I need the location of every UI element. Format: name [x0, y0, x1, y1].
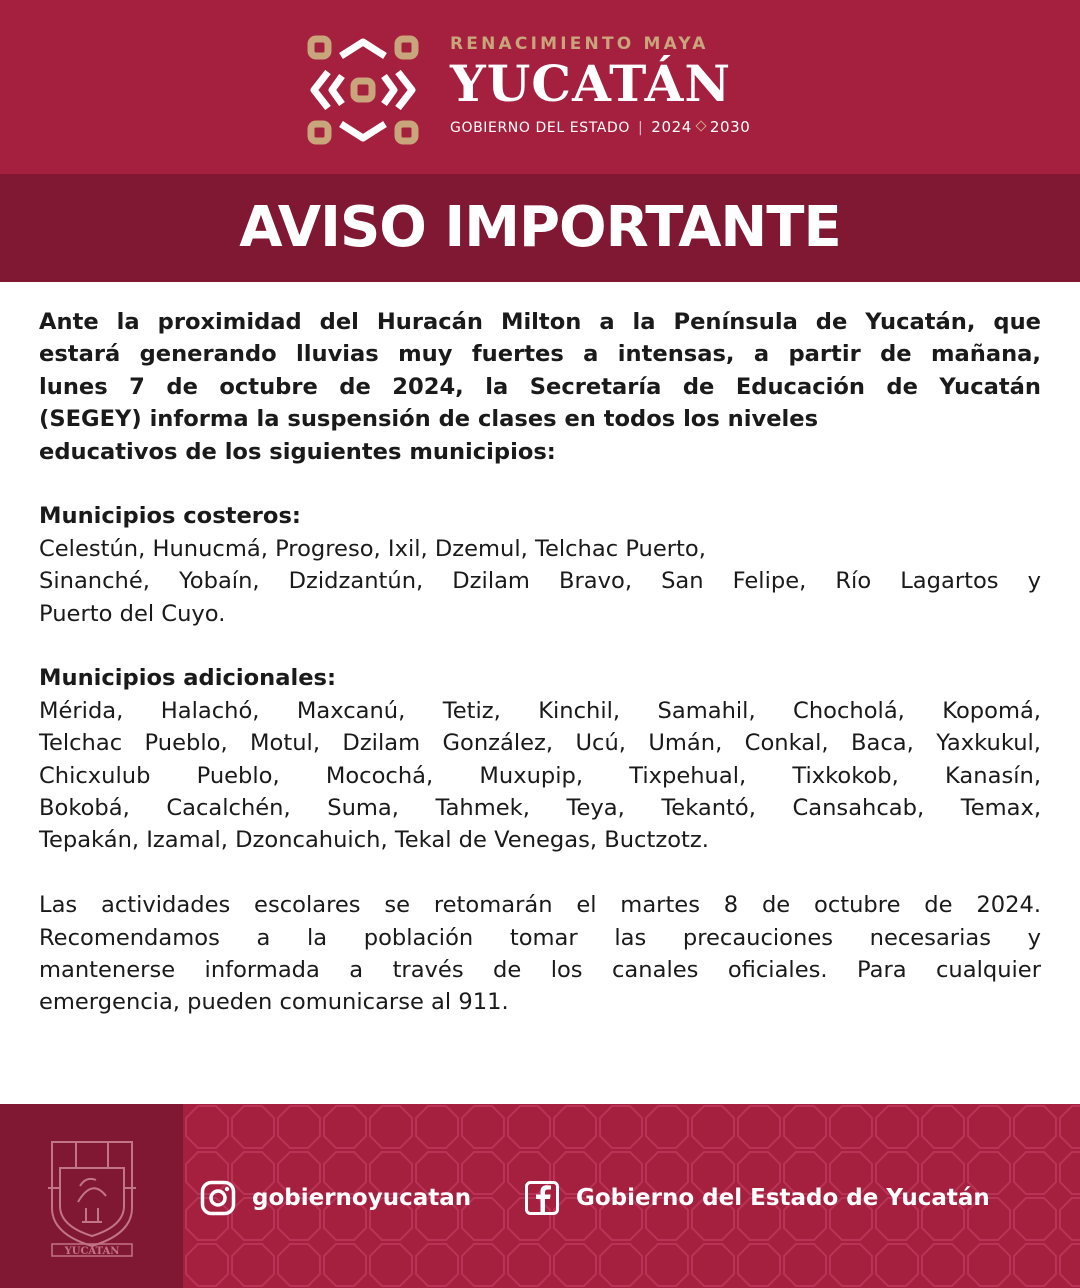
facebook-icon [524, 1180, 560, 1216]
brand-subtitle: RENACIMIENTO MAYA [450, 34, 709, 54]
additional-section [39, 662, 1041, 856]
header [0, 0, 1080, 174]
diamond-icon [695, 120, 706, 131]
intro-line: Ante la proximidad del Huracán Milton a la Península de Yucatán, que [39, 309, 1041, 335]
notice-body [39, 306, 1041, 1019]
intro-line: lunes 7 de octubre de 2024, la Secretaría de Educación de Yucatán [39, 373, 1041, 400]
state-crest-icon [46, 1138, 138, 1258]
coastal-line: Sinanché, Yobaín, Dzidzantún, Dzilam Bravo, San Felipe, Río Lagartos y [39, 568, 1041, 595]
coastal-section [39, 500, 1041, 630]
crest-label: YUCATAN [64, 1246, 120, 1257]
additional-line: Telchac Pueblo, Motul, Dzilam González, Ucú, Umán, Conkal, Baca, Yaxkukul, [39, 730, 1041, 757]
coastal-line: Celestún, Hunucmá, Progreso, Ixil, Dzemul, Telchac Puerto, [39, 535, 706, 562]
closing-paragraph [39, 889, 1041, 1019]
closing-line: emergencia, pueden comunicarse al 911. [39, 989, 509, 1016]
intro-line: (SEGEY) informa la suspensión de clases en todos los niveles [39, 406, 819, 433]
year-end: 2030 [709, 118, 751, 136]
intro-line: estará generando lluvias muy fuertes a intensas, a partir de mañana, [39, 341, 1041, 368]
footer [0, 1104, 1080, 1288]
closing-line: mantenerse informada a través de los canales oficiales. Para cualquier [39, 957, 1041, 984]
additional-line: Bokobá, Cacalchén, Suma, Tahmek, Teya, Tekantó, Cansahcab, Temax, [39, 795, 1041, 822]
facebook-page-name: Gobierno del Estado de Yucatán [576, 1185, 990, 1211]
additional-line: Chicxulub Pueblo, Mocochá, Muxupip, Tixpehual, Tixkokob, Kanasín, [39, 762, 1041, 789]
maya-logo-icon [306, 34, 420, 146]
closing-line: Las actividades escolares se retomarán el martes 8 de octubre de 2024. [39, 892, 1041, 919]
crest-panel [0, 1104, 183, 1288]
coastal-line: Puerto del Cuyo. [39, 600, 226, 627]
closing-line: Recomendamos a la población tomar las precauciones necesarias y [39, 924, 1041, 951]
instagram-handle: gobiernoyucatan [252, 1185, 472, 1211]
intro-paragraph [39, 306, 1041, 468]
instagram-icon [200, 1180, 236, 1216]
notice-title: AVISO IMPORTANTE [239, 195, 841, 260]
additional-line: Mérida, Halachó, Maxcanú, Tetiz, Kinchil, Samahil, Chocholá, Kopomá, [39, 697, 1041, 724]
brand-block [450, 34, 780, 138]
brand-title: YUCATÁN [450, 54, 732, 113]
brand-government-line [450, 117, 780, 138]
year-start: 2024 [651, 118, 692, 136]
facebook-link[interactable] [524, 1176, 990, 1220]
intro-line: educativos de los siguientes municipios: [39, 438, 556, 465]
coastal-heading: Municipios costeros: [39, 503, 301, 530]
additional-line: Tepakán, Izamal, Dzoncahuich, Tekal de Venegas, Buctzotz. [39, 827, 709, 854]
notice-banner [0, 174, 1080, 282]
government-label: GOBIERNO DEL ESTADO [450, 120, 630, 136]
additional-heading: Municipios adicionales: [39, 665, 336, 692]
divider: | [637, 120, 644, 136]
instagram-link[interactable] [200, 1176, 471, 1220]
